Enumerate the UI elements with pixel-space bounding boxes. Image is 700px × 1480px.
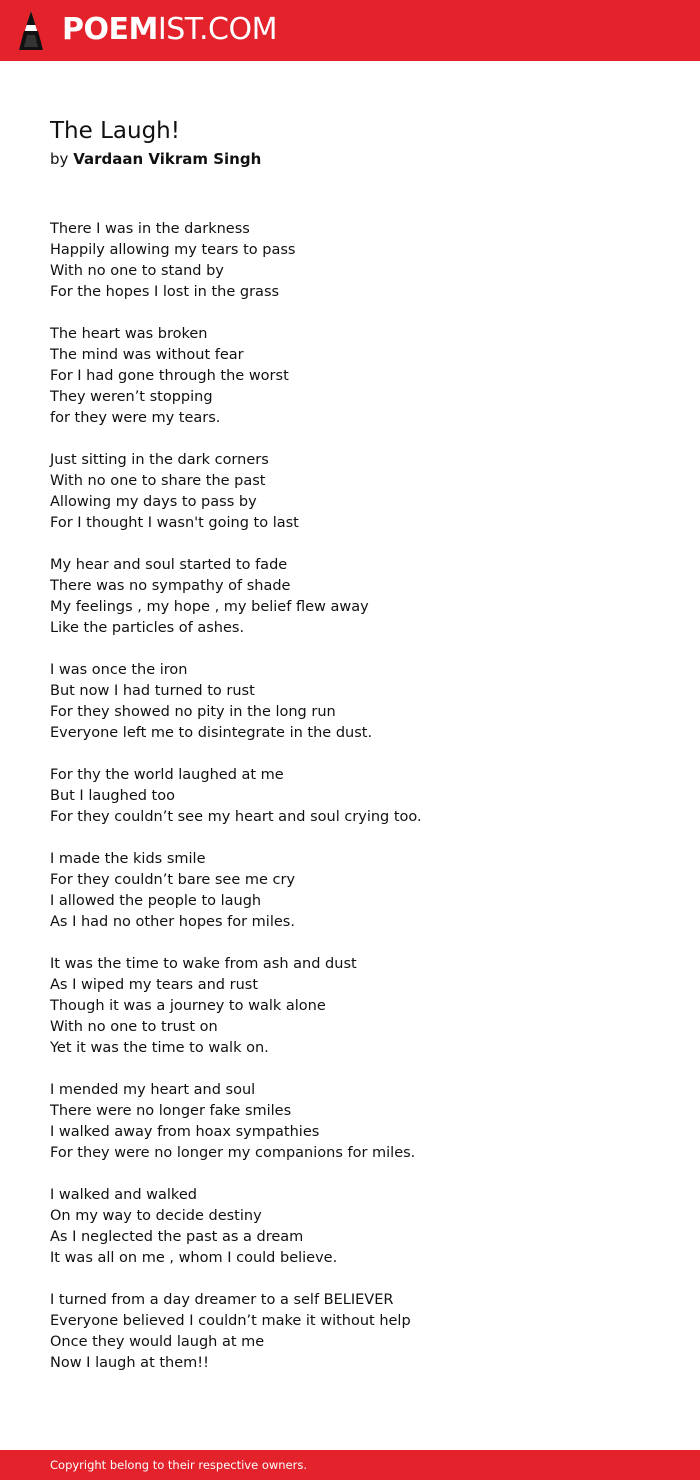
poem-line: My feelings , my hope , my belief flew away bbox=[50, 599, 369, 615]
poem-line: With no one to share the past bbox=[50, 473, 266, 489]
poem-line: I allowed the people to laugh bbox=[50, 893, 262, 909]
pencil-logo-icon[interactable] bbox=[17, 9, 45, 52]
poem-line: For they couldn’t see my heart and soul crying too. bbox=[50, 809, 422, 825]
poem-line: Happily allowing my tears to pass bbox=[50, 242, 296, 258]
poem-line: There were no longer fake smiles bbox=[50, 1103, 292, 1119]
stanza bbox=[50, 1290, 650, 1374]
stanza bbox=[50, 660, 650, 744]
poem-line: As I wiped my tears and rust bbox=[50, 977, 259, 993]
author-name: Vardaan Vikram Singh bbox=[73, 150, 262, 168]
stanza bbox=[50, 849, 650, 933]
poem-line: For I thought I wasn't going to last bbox=[50, 515, 299, 531]
stanza bbox=[50, 1080, 650, 1164]
stanza bbox=[50, 555, 650, 639]
poem-line: But I laughed too bbox=[50, 788, 175, 804]
poem-line: They weren’t stopping bbox=[50, 389, 213, 405]
poem-line: But now I had turned to rust bbox=[50, 683, 255, 699]
poem-line: There I was in the darkness bbox=[50, 221, 250, 237]
poem-line: The mind was without fear bbox=[50, 347, 244, 363]
poem-body bbox=[50, 219, 650, 1395]
poem-line: Everyone believed I couldn’t make it without help bbox=[50, 1313, 411, 1329]
stanza bbox=[50, 765, 650, 828]
poem-line: Like the particles of ashes. bbox=[50, 620, 245, 636]
logo-bold-text: POEM bbox=[62, 12, 158, 47]
poem-line: I walked and walked bbox=[50, 1187, 197, 1203]
poem-line: Allowing my days to pass by bbox=[50, 494, 257, 510]
logo-thin-text: IST.COM bbox=[157, 12, 277, 47]
stanza bbox=[50, 324, 650, 429]
poem-line: I made the kids smile bbox=[50, 851, 206, 867]
poem-line: Everyone left me to disintegrate in the dust. bbox=[50, 725, 373, 741]
poem-line: for they were my tears. bbox=[50, 410, 221, 426]
poem-line: My hear and soul started to fade bbox=[50, 557, 288, 573]
poem-line: I mended my heart and soul bbox=[50, 1082, 256, 1098]
byline bbox=[50, 149, 261, 169]
poem-line: I turned from a day dreamer to a self BELIEVER bbox=[50, 1292, 394, 1308]
site-footer bbox=[0, 1450, 700, 1480]
poem-line: As I neglected the past as a dream bbox=[50, 1229, 304, 1245]
poem-line: Just sitting in the dark corners bbox=[50, 452, 269, 468]
copyright-text: Copyright belong to their respective owners. bbox=[50, 1458, 308, 1472]
poem-line: For I had gone through the worst bbox=[50, 368, 289, 384]
poem-line: I was once the iron bbox=[50, 662, 188, 678]
poem-line: With no one to trust on bbox=[50, 1019, 218, 1035]
poem-line: Once they would laugh at me bbox=[50, 1334, 265, 1350]
poem-line: For the hopes I lost in the grass bbox=[50, 284, 280, 300]
poem-line: Now I laugh at them!! bbox=[50, 1355, 209, 1371]
poem-line: The heart was broken bbox=[50, 326, 208, 342]
poem-title: The Laugh! bbox=[50, 118, 180, 144]
poem-line: For they were no longer my companions for miles. bbox=[50, 1145, 416, 1161]
stanza bbox=[50, 954, 650, 1059]
poem-line: Yet it was the time to walk on. bbox=[50, 1040, 269, 1056]
site-header bbox=[0, 0, 700, 61]
poem-line: There was no sympathy of shade bbox=[50, 578, 291, 594]
by-label: by bbox=[50, 150, 69, 168]
stanza bbox=[50, 219, 650, 303]
poem-line: It was the time to wake from ash and dust bbox=[50, 956, 357, 972]
poem-line: For thy the world laughed at me bbox=[50, 767, 284, 783]
poem-line: As I had no other hopes for miles. bbox=[50, 914, 295, 930]
poem-line: With no one to stand by bbox=[50, 263, 224, 279]
poem-line: For they couldn’t bare see me cry bbox=[50, 872, 296, 888]
poem-line: For they showed no pity in the long run bbox=[50, 704, 336, 720]
poem-line: On my way to decide destiny bbox=[50, 1208, 262, 1224]
stanza bbox=[50, 1185, 650, 1269]
site-logo[interactable] bbox=[62, 12, 277, 48]
poem-line: It was all on me , whom I could believe. bbox=[50, 1250, 338, 1266]
poem-line: Though it was a journey to walk alone bbox=[50, 998, 326, 1014]
stanza bbox=[50, 450, 650, 534]
poem-line: I walked away from hoax sympathies bbox=[50, 1124, 320, 1140]
